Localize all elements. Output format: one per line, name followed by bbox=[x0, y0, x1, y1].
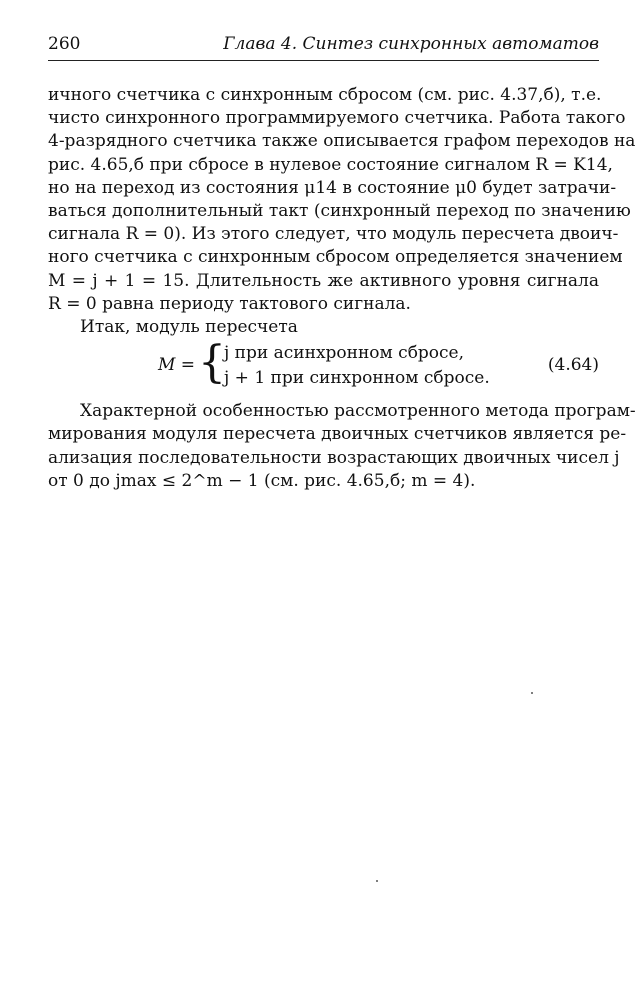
page-body bbox=[48, 84, 636, 493]
equation-case-sync: j + 1 при синхронном сбросе. bbox=[224, 368, 490, 389]
scan-speck bbox=[531, 692, 533, 694]
text-line: чисто синхронного программируемого счетчика. Работа такого bbox=[48, 108, 626, 129]
text-line: сигнала R = 0). Из этого следует, что модуль пересчета двоич- bbox=[48, 224, 619, 245]
text-line: от 0 до jmax ≤ 2^m − 1 (см. рис. 4.65,б; m = 4). bbox=[48, 470, 476, 491]
text-line: ализация последовательности возрастающих двоичных чисел j bbox=[48, 447, 620, 468]
text-line: Итак, модуль пересчета bbox=[80, 317, 298, 338]
text-line: мирования модуля пересчета двоичных счетчиков является ре- bbox=[48, 424, 627, 445]
text-line: ичного счетчика с синхронным сбросом (см. рис. 4.37,б), т.е. bbox=[48, 85, 602, 105]
equation-number: (4.64) bbox=[547, 355, 599, 376]
text-line: R = 0 равна периоду тактового сигнала. bbox=[48, 293, 411, 314]
text-line: ного счетчика с синхронным сбросом определяется значением bbox=[48, 247, 623, 268]
running-head: Глава 4. Синтез синхронных автоматов bbox=[223, 34, 599, 54]
equation-4-64 bbox=[48, 337, 599, 392]
left-brace: { bbox=[198, 337, 226, 389]
equation-lhs: M = bbox=[158, 355, 196, 376]
text-line: ваться дополнительный такт (синхронный переход по значению bbox=[48, 201, 631, 222]
text-line: M = j + 1 = 15. Длительность же активного уровня сигнала bbox=[48, 270, 599, 291]
page-header bbox=[48, 34, 599, 61]
page-number: 260 bbox=[48, 34, 81, 54]
equation-case-async: j при асинхронном сбросе, bbox=[224, 343, 465, 364]
text-line: 4-разрядного счетчика также описывается графом переходов на bbox=[48, 131, 636, 152]
text-line: рис. 4.65,б при сбросе в нулевое состояние сигналом R = K14, bbox=[48, 154, 613, 175]
text-line: Характерной особенностью рассмотренного метода програм- bbox=[80, 401, 636, 422]
scan-speck bbox=[376, 880, 378, 882]
text-line: но на переход из состояния μ14 в состояние μ0 будет затрачи- bbox=[48, 177, 617, 198]
